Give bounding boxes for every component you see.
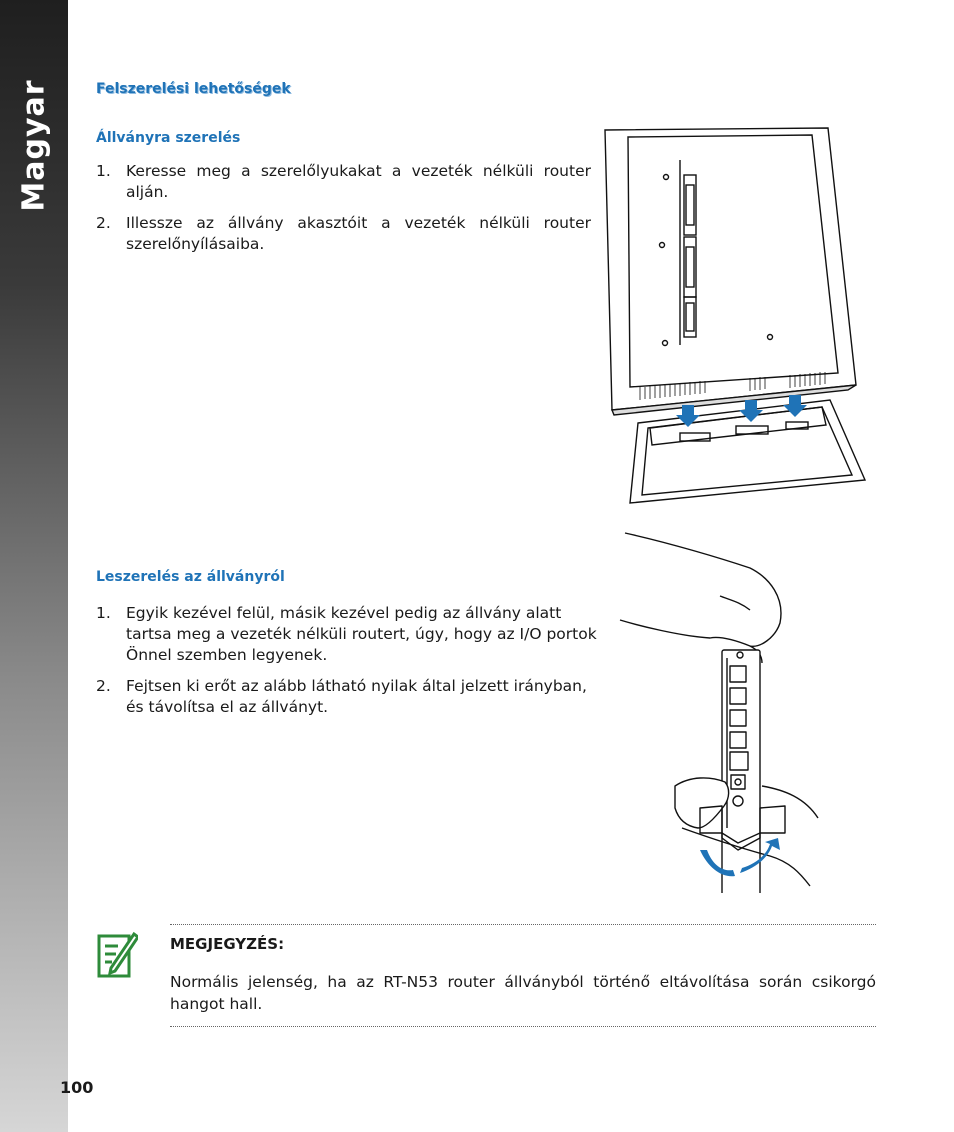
step-text: Keresse meg a szerelőlyukakat a vezeték nélküli router alján. <box>126 162 591 201</box>
step-number: 2. <box>96 677 111 695</box>
page-number: 100 <box>60 1078 94 1097</box>
side-tab <box>0 0 68 1132</box>
note-pencil-icon <box>96 930 138 982</box>
note-divider-top <box>170 924 876 925</box>
note-divider-bottom <box>170 1026 876 1027</box>
mount-heading: Állványra szerelés <box>96 130 241 146</box>
dismount-illustration <box>600 528 885 893</box>
note-body: Normális jelenség, ha az RT-N53 router állványból történő eltávolítása során csikorgó hangot hall. <box>170 973 876 1013</box>
step-number: 1. <box>96 162 111 180</box>
step-text: Egyik kezével felül, másik kezével pedig az állvány alatt tartsa meg a vezeték nélküli routert, úgy, hogy az I/O portok Önnel szemben legyenek. <box>126 604 597 664</box>
note-title: MEGJEGYZÉS: <box>170 935 285 953</box>
list-item <box>96 161 591 203</box>
mount-illustration <box>600 125 870 510</box>
dismount-steps <box>96 603 601 728</box>
step-text: Fejtsen ki erőt az alább látható nyilak által jelzett irányban, és távolítsa el az állványt. <box>126 677 587 716</box>
list-item <box>96 676 601 718</box>
list-item <box>96 213 591 255</box>
dismount-heading: Leszerelés az állványról <box>96 569 285 585</box>
step-number: 1. <box>96 604 111 622</box>
section-title: Felszerelési lehetőségek <box>96 81 291 97</box>
side-tab-label: Magyar <box>16 78 52 212</box>
list-item <box>96 603 601 666</box>
step-text: Illessze az állvány akasztóit a vezeték nélküli router szerelőnyílásaiba. <box>126 214 591 253</box>
mount-steps <box>96 161 591 265</box>
step-number: 2. <box>96 214 111 232</box>
